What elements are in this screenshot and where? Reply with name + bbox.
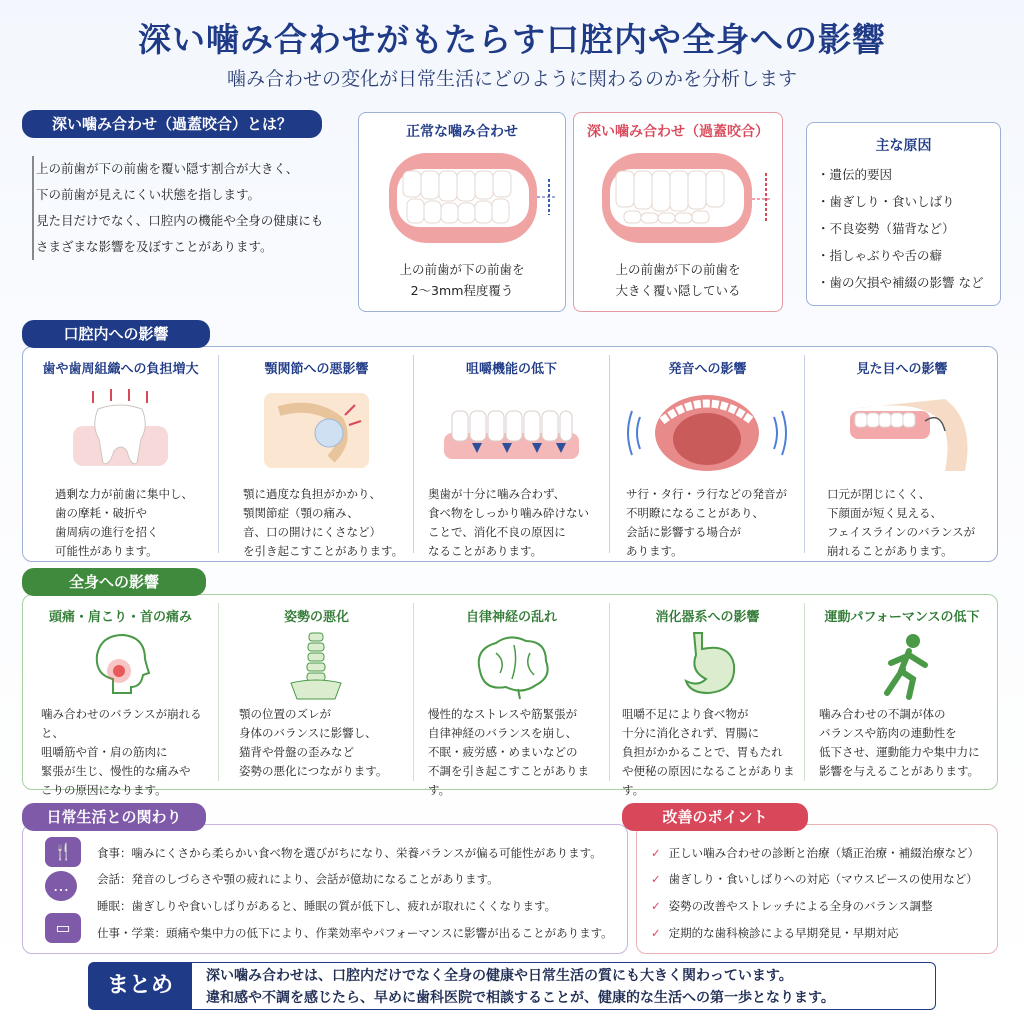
cause-item: ・遺伝的要因 bbox=[817, 167, 893, 182]
check-icon: ✓ bbox=[651, 926, 661, 940]
text-line: 低下させ、運動能力や集中力に bbox=[819, 745, 980, 759]
causes-card bbox=[806, 122, 1001, 306]
text-line: バランスや筋肉の連動性を bbox=[819, 726, 957, 740]
oral-item-speech bbox=[610, 347, 805, 561]
improve-point-text: 姿勢の改善やストレッチによる全身のバランス調整 bbox=[668, 899, 933, 913]
body-item-posture bbox=[219, 595, 414, 789]
oral-item-title: 発音への影響 bbox=[668, 362, 747, 377]
stomach-icon bbox=[610, 631, 805, 701]
body-item-nerves bbox=[414, 595, 609, 797]
text-line: 可能性があります。 bbox=[55, 544, 158, 558]
text-line: を引き起こすことがあります。 bbox=[243, 544, 404, 558]
body-item-title: 姿勢の悪化 bbox=[283, 610, 349, 625]
body-item-text bbox=[805, 705, 999, 781]
text-line: 食べ物をしっかり噛み砕けない bbox=[428, 506, 589, 520]
oral-item-jaw bbox=[219, 347, 414, 561]
daily-row-meal: 食事：噛みにくさから柔らかい食べ物を選びがちになり、栄養バランスが偏る可能性があります。 bbox=[97, 846, 602, 860]
text-line: あります。 bbox=[626, 544, 683, 558]
text-line: 噛み合わせの不調が体の bbox=[819, 707, 946, 721]
deep-bite-title: 深い噛み合わせ（過蓋咬合） bbox=[587, 124, 769, 140]
summary-line: 違和感や不調を感じたら、早めに歯科医院で相談することが、健康的な生活への第一歩となります。 bbox=[206, 990, 835, 1006]
normal-bite-card bbox=[358, 112, 566, 312]
check-icon: ✓ bbox=[651, 872, 661, 886]
chat-icon: … bbox=[45, 871, 77, 901]
page-subtitle: 噛み合わせの変化が日常生活にどのように関わるのかを分析します bbox=[226, 68, 797, 90]
body-item-text bbox=[610, 705, 805, 800]
body-item-text bbox=[23, 705, 218, 800]
text-line: 奥歯が十分に噛み合わず、 bbox=[428, 487, 566, 501]
improve-point-text: 正しい噛み合わせの診断と治療（矯正治療・補綴治療など） bbox=[668, 846, 980, 860]
improve-section bbox=[636, 824, 998, 954]
text-line: 不明瞭になることがあり、 bbox=[626, 506, 764, 520]
improve-point bbox=[651, 845, 979, 861]
text-line: 十分に消化されず、胃腸に bbox=[622, 726, 760, 740]
text-line: 猫背や骨盤の歪みなど bbox=[239, 745, 354, 759]
cause-item: ・不良姿勢（猫背など） bbox=[817, 221, 955, 236]
normal-bite-title: 正常な噛み合わせ bbox=[406, 124, 518, 140]
deep-teeth-illustration bbox=[574, 141, 784, 251]
what-is-line: 下の前歯が見えにくい状態を指します。 bbox=[36, 187, 261, 202]
oral-item-title: 見た目への影響 bbox=[856, 362, 948, 377]
body-item-title: 自律神経の乱れ bbox=[465, 610, 557, 625]
text-line: 顎関節症（顎の痛み、 bbox=[243, 506, 359, 520]
oral-item-title: 咀嚼機能の低下 bbox=[465, 362, 557, 377]
body-section-label: 全身への影響 bbox=[22, 568, 206, 596]
page-title: 深い噛み合わせがもたらす口腔内や全身への影響 bbox=[138, 20, 886, 59]
text-line: 顎に過度な負担がかかり、 bbox=[243, 487, 381, 501]
daily-section-label: 日常生活との関わり bbox=[22, 803, 206, 831]
oral-item-chewing bbox=[414, 347, 609, 561]
text-line: 負担がかかることで、胃もたれ bbox=[622, 745, 783, 759]
laptop-icon: ▭ bbox=[45, 913, 81, 943]
text-line: 慢性的なストレスや筋緊張が bbox=[428, 707, 578, 721]
text-line: 歯周病の進行を招く bbox=[55, 525, 159, 539]
text-line: フェイスラインのバランスが bbox=[827, 525, 976, 539]
oral-item-appearance bbox=[805, 347, 999, 561]
text-line: 影響を与えることがあります。 bbox=[819, 764, 980, 778]
body-item-title: 頭痛・肩こり・首の痛み bbox=[48, 610, 192, 625]
what-is-text bbox=[32, 156, 337, 260]
text-line: 下顔面が短く見える、 bbox=[827, 506, 942, 520]
text-line: 口元が閉じにくく、 bbox=[827, 487, 931, 501]
brain-icon bbox=[414, 631, 609, 701]
what-is-line: さまざまな影響を及ぼすことがあります。 bbox=[36, 239, 273, 254]
oral-item-text bbox=[805, 485, 999, 561]
face-profile-icon bbox=[805, 381, 999, 471]
oral-section bbox=[22, 346, 998, 562]
text-line: 歯の摩耗・破折や bbox=[55, 506, 147, 520]
tooth-icon bbox=[23, 381, 218, 471]
summary-box bbox=[192, 962, 936, 1010]
what-is-line: 見た目だけでなく、口腔内の機能や全身の健康にも bbox=[36, 213, 324, 228]
cause-item: ・指しゃぶりや舌の癖 bbox=[817, 248, 943, 263]
text-line: 崩れることがあります。 bbox=[827, 544, 953, 558]
molar-teeth-icon bbox=[414, 381, 609, 471]
improve-point bbox=[651, 898, 933, 914]
head-pain-icon bbox=[23, 631, 218, 701]
text-line: こりの原因になります。 bbox=[41, 783, 167, 797]
text-line: 咀嚼不足により食べ物が bbox=[622, 707, 749, 721]
oral-item-text bbox=[219, 485, 414, 561]
body-item-performance bbox=[805, 595, 999, 789]
runner-icon bbox=[805, 631, 999, 701]
text-line: 姿勢の悪化につながります。 bbox=[239, 764, 388, 778]
text-line: 緊張が生じ、慢性的な痛みや bbox=[41, 764, 191, 778]
body-item-title: 運動パフォーマンスの低下 bbox=[824, 610, 980, 625]
text-line: 咀嚼筋や首・肩の筋肉に bbox=[41, 745, 168, 759]
improve-section-label: 改善のポイント bbox=[622, 803, 808, 831]
text-line: 自律神経のバランスを崩し、 bbox=[428, 726, 578, 740]
deep-bite-caption-2: 大きく覆い隠している bbox=[615, 283, 741, 298]
normal-bite-caption-1: 上の前歯が下の前歯を bbox=[399, 262, 525, 277]
what-is-label: 深い噛み合わせ（過蓋咬合）とは？ bbox=[22, 110, 322, 138]
text-line: 噛み合わせのバランスが崩れると、 bbox=[41, 707, 202, 740]
oral-section-label: 口腔内への影響 bbox=[22, 320, 210, 348]
deep-bite-card bbox=[573, 112, 783, 312]
text-line: サ行・タ行・ラ行などの発音が bbox=[626, 487, 787, 501]
text-line: 身体のバランスに影響し、 bbox=[239, 726, 377, 740]
deep-bite-caption-1: 上の前歯が下の前歯を bbox=[615, 262, 741, 277]
normal-teeth-illustration bbox=[359, 141, 567, 251]
body-section bbox=[22, 594, 998, 797]
check-icon: ✓ bbox=[651, 899, 661, 913]
text-line: 過剰な力が前歯に集中し、 bbox=[55, 487, 193, 501]
body-item-title: 消化器系への影響 bbox=[655, 610, 760, 625]
daily-row-talk: 会話：発音のしづらさや顎の疲れにより、会話が億劫になることがあります。 bbox=[97, 872, 499, 886]
daily-section bbox=[22, 824, 628, 954]
spine-icon bbox=[219, 631, 414, 701]
improve-point bbox=[651, 871, 978, 887]
cutlery-icon: 🍴 bbox=[45, 837, 81, 867]
body-item-digestion bbox=[610, 595, 805, 797]
text-line: 不眠・疲労感・めまいなどの bbox=[428, 745, 578, 759]
improve-point bbox=[651, 925, 899, 941]
text-line: 顎の位置のズレが bbox=[239, 707, 331, 721]
oral-item-text bbox=[610, 485, 805, 561]
improve-point-text: 歯ぎしり・食いしばりへの対応（マウスピースの使用など） bbox=[668, 872, 978, 886]
oral-item-title: 歯や歯周組織への負担増大 bbox=[42, 362, 199, 377]
open-mouth-icon bbox=[610, 381, 805, 471]
oral-item-text bbox=[23, 485, 218, 561]
text-line: や便秘の原因になることがあります。 bbox=[622, 764, 795, 797]
oral-item-text bbox=[414, 485, 609, 561]
improve-point-text: 定期的な歯科検診による早期発見・早期対応 bbox=[668, 926, 899, 940]
cause-item: ・歯ぎしり・食いしばり bbox=[817, 194, 955, 209]
oral-item-title: 顎関節への悪影響 bbox=[264, 362, 369, 377]
daily-row-sleep: 睡眠：歯ぎしりや食いしばりがあると、睡眠の質が低下し、疲れが取れにくくなります。 bbox=[97, 899, 557, 913]
normal-bite-caption-2: 2〜3mm程度覆う bbox=[410, 283, 514, 298]
cause-item: ・歯の欠損や補綴の影響 など bbox=[817, 275, 984, 290]
jaw-joint-icon bbox=[219, 381, 414, 471]
causes-title: 主な原因 bbox=[875, 138, 932, 154]
body-item-text bbox=[219, 705, 414, 781]
text-line: 音、口の開けにくさなど） bbox=[243, 525, 381, 539]
text-line: ことで、消化不良の原因に bbox=[428, 525, 566, 539]
check-icon: ✓ bbox=[651, 846, 661, 860]
text-line: 会話に影響する場合が bbox=[626, 525, 741, 539]
text-line: 不調を引き起こすことがあります。 bbox=[428, 764, 589, 797]
summary-label: まとめ bbox=[88, 962, 192, 1010]
oral-item-teeth bbox=[23, 347, 218, 561]
summary-line: 深い噛み合わせは、口腔内だけでなく全身の健康や日常生活の質にも大きく関わっています。 bbox=[206, 968, 793, 984]
daily-row-work: 仕事・学業：頭痛や集中力の低下により、作業効率やパフォーマンスに影響が出ることがあります。 bbox=[97, 926, 613, 940]
what-is-line: 上の前歯が下の前歯を覆い隠す割合が大きく、 bbox=[36, 161, 299, 176]
body-item-headache bbox=[23, 595, 218, 797]
body-item-text bbox=[414, 705, 609, 800]
text-line: なることがあります。 bbox=[428, 544, 543, 558]
